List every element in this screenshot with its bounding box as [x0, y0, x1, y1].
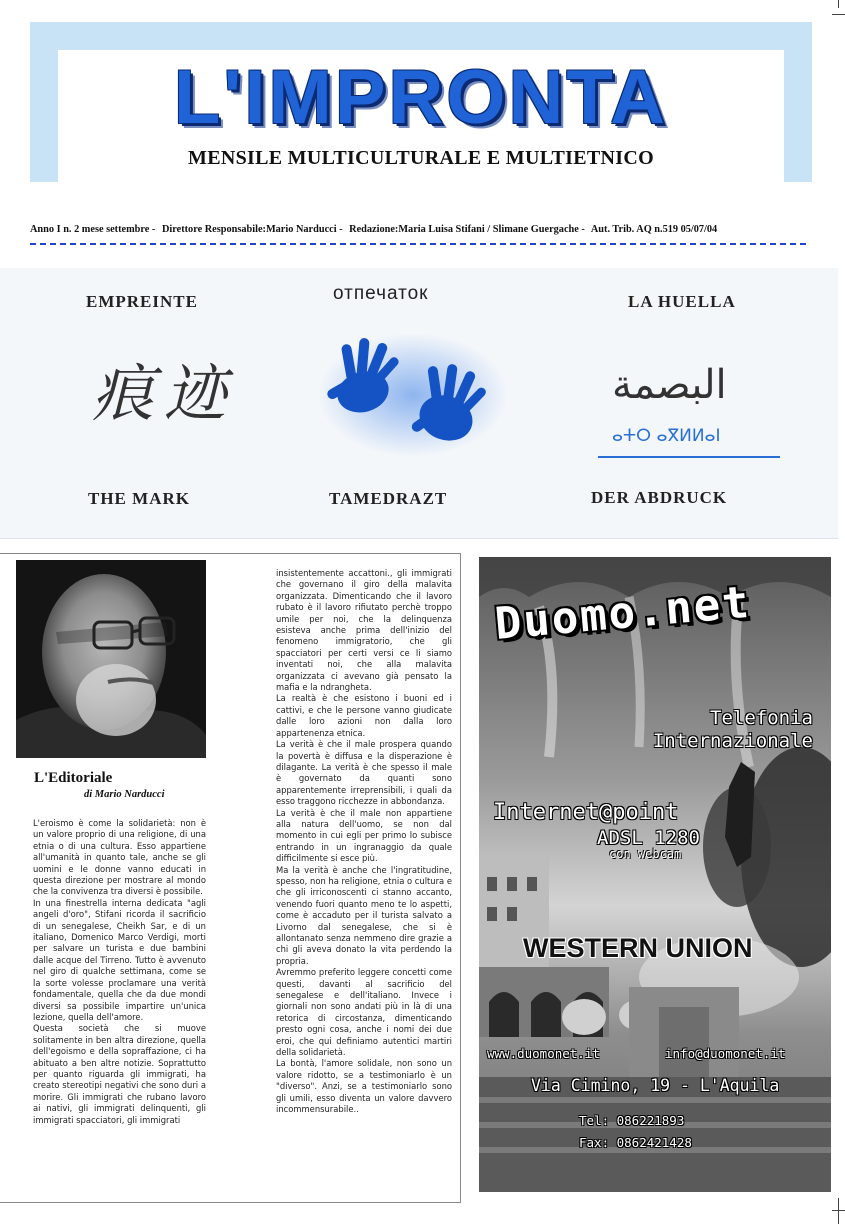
email-link[interactable]: info@duomonet.it: [665, 1046, 786, 1061]
word-french: EMPREINTE: [86, 292, 198, 311]
masthead-panel: [58, 50, 784, 182]
paragraph: La bontà, l'amore solidale, non sono un valore ridotto, se a testimoniarlo è un "diverso". Anzi, se a testimoniarlo sono gli umili, esso diventa un valore davvero incommensurabile..: [276, 1058, 452, 1115]
masthead: [30, 22, 812, 182]
website-link[interactable]: www.duomonet.it: [487, 1046, 600, 1061]
telefonia-label: Telefonia: [710, 707, 813, 729]
editorial-section: [0, 553, 461, 1203]
editorial-heading: L'Editoriale: [34, 770, 113, 786]
author-photo: [16, 560, 206, 758]
paragraph: In una finestrella interna dedicata "agli angeli d'oro", Stifani ricorda il sacrificio di un senegalese, Cheikh Sar, e di un italiano, Domenico Marco Verdigi, morti per salvare un turista e due bambini dalle acque del Tirreno. Tutto è avvenuto nel giro di qualche settimana, come se la sorte volesse proclamare una verità fondamentale, quella che da due mondi diversi sa possibile impartire un'unica lezione, quella dell'amore.: [33, 897, 206, 1022]
paragraph: Questa società che si muove solitamente in ben altra direzione, quella dell'egoismo e della sopraffazione, ci ha abituato a ben altre notizie. Soprattutto per quanto riguarda gli immigrati, ha creato stereotipi negativi che sono duri a morire. Gli immigrati che rubano lavoro ai nativi, gli immigrati delinquenti, gli immigrati spacciatori, gli immigrati: [33, 1023, 206, 1125]
paragraph: Avremmo preferito leggere concetti come questi, davanti al sacrificio del senegalese e dell'italiano. Invece i giornali non sono andati più in là di una retorica di circostanza, dimenticando presto ogni cosa, anche i nomi dei due eroi, che qui definiamo autentici martiri della solidarietà.: [276, 967, 452, 1058]
internazionale-label: Internazionale: [652, 730, 813, 752]
paragraph: La verità è che il male non appartiene alla natura dell'uomo, se non dal momento in cui egli per primo lo subisce entrando in un ingranaggio da quale difficilmente si esce più.: [276, 807, 452, 864]
western-union-label: WESTERN UNION: [523, 933, 753, 963]
dashed-divider: [30, 243, 806, 245]
webcam-label: con webcam: [609, 847, 682, 861]
authorization-info: Aut. Trib. AQ n.519 05/07/04: [590, 224, 718, 235]
word-arabic: البصمة: [612, 362, 727, 408]
issue-info: Anno I n. 2 mese settembre -: [30, 224, 156, 235]
duomonet-logo: Duomo.net: [492, 576, 753, 650]
paragraph: insistentemente accattoni., gli immigrati che governano il giro della malavita organizzata. Dimenticando che il lavoro rubato è il lavoro rifiutato perchè troppo umile per noi, che la delinquenza esisteva anche prima dell'inizio del fenomeno immigratorio, che gli spacciatori per certi versi ce li siamo inventati noi, che alla malavita organizzata ci avevano già pensato la mafia e la ndrangheta.: [276, 568, 452, 693]
handprints-icon: [318, 330, 508, 460]
duomonet-advert: [479, 557, 831, 1192]
tifinagh-underline: [598, 456, 780, 458]
paragraph: La verità è che il male prospera quando la povertà è diffusa e la disperazione è dilagante. La verità è che spesso il male è governato da quanti sono apparentemente irreprensibili, i quali da esso traggono ricchezze in abbondanza.: [276, 739, 452, 807]
fax-number: Fax: 0862421428: [579, 1135, 692, 1150]
crop-mark: [838, 0, 839, 8]
editorial-column-left: [33, 818, 206, 1196]
newspaper-title: L'IMPRONTA: [173, 55, 669, 140]
publication-info: [30, 224, 812, 235]
paragraph: La realtà è che esistono i buoni ed i cattivi, e che le persone vanno giudicate dalle loro azioni non dalla loro appartenenza etnica.: [276, 693, 452, 738]
editorial-author: di Mario Narducci: [84, 789, 165, 800]
advert-background: [479, 557, 831, 1192]
word-tifinagh: ⴰⵜⵔ ⴰⴳⵍⵍⴰⵏ: [612, 426, 721, 446]
word-german: DER ABDRUCK: [591, 488, 728, 507]
crop-mark: [832, 14, 845, 15]
crop-mark: [832, 1210, 845, 1211]
adsl-label: ADSL 1280: [597, 827, 700, 849]
word-berber: TAMEDRAZT: [329, 489, 448, 508]
internet-point-label: Internet@point: [493, 800, 679, 825]
phone-number: Tel: 086221893: [579, 1113, 685, 1128]
editorial-column-right: [276, 568, 452, 1200]
newspaper-subtitle: MENSILE MULTICULTURALE E MULTIETNICO: [188, 147, 654, 169]
address-label: Via Cimino, 19 - L'Aquila: [531, 1076, 780, 1095]
crop-mark: [838, 1198, 839, 1224]
director-info: Direttore Responsabile:Mario Narducci -: [161, 224, 343, 235]
paragraph: L'eroismo è come la solidarietà: non è un valore proprio di una religione, di una etnia o di una cultura. Esso appartiene all'umanità in quanto tale, anche se gli uomini e le donne vanno educati in questa direzione per mostrare al mondo che la convivenza tra diversi è possibile.: [33, 818, 206, 897]
word-chinese: 痕迹: [92, 357, 237, 430]
word-english: THE MARK: [88, 489, 190, 508]
word-spanish: LA HUELLA: [628, 292, 736, 311]
word-russian: отпечаток: [333, 283, 429, 304]
paragraph: Ma la verità è anche che l'ingratitudine, spesso, non ha religione, etnia o cultura e che gli irriconoscenti ci stanno accanto, venendo fuori quanto meno te lo aspetti, come è accaduto per il turista salvato a Livorno dal senegalese, che si è allontanato senza nemmeno dire grazie a chi gli aveva donato la vita perdendo la propria.: [276, 864, 452, 966]
editorial-staff-info: Redazione:Maria Luisa Stifani / Slimane Guergache -: [349, 224, 585, 235]
